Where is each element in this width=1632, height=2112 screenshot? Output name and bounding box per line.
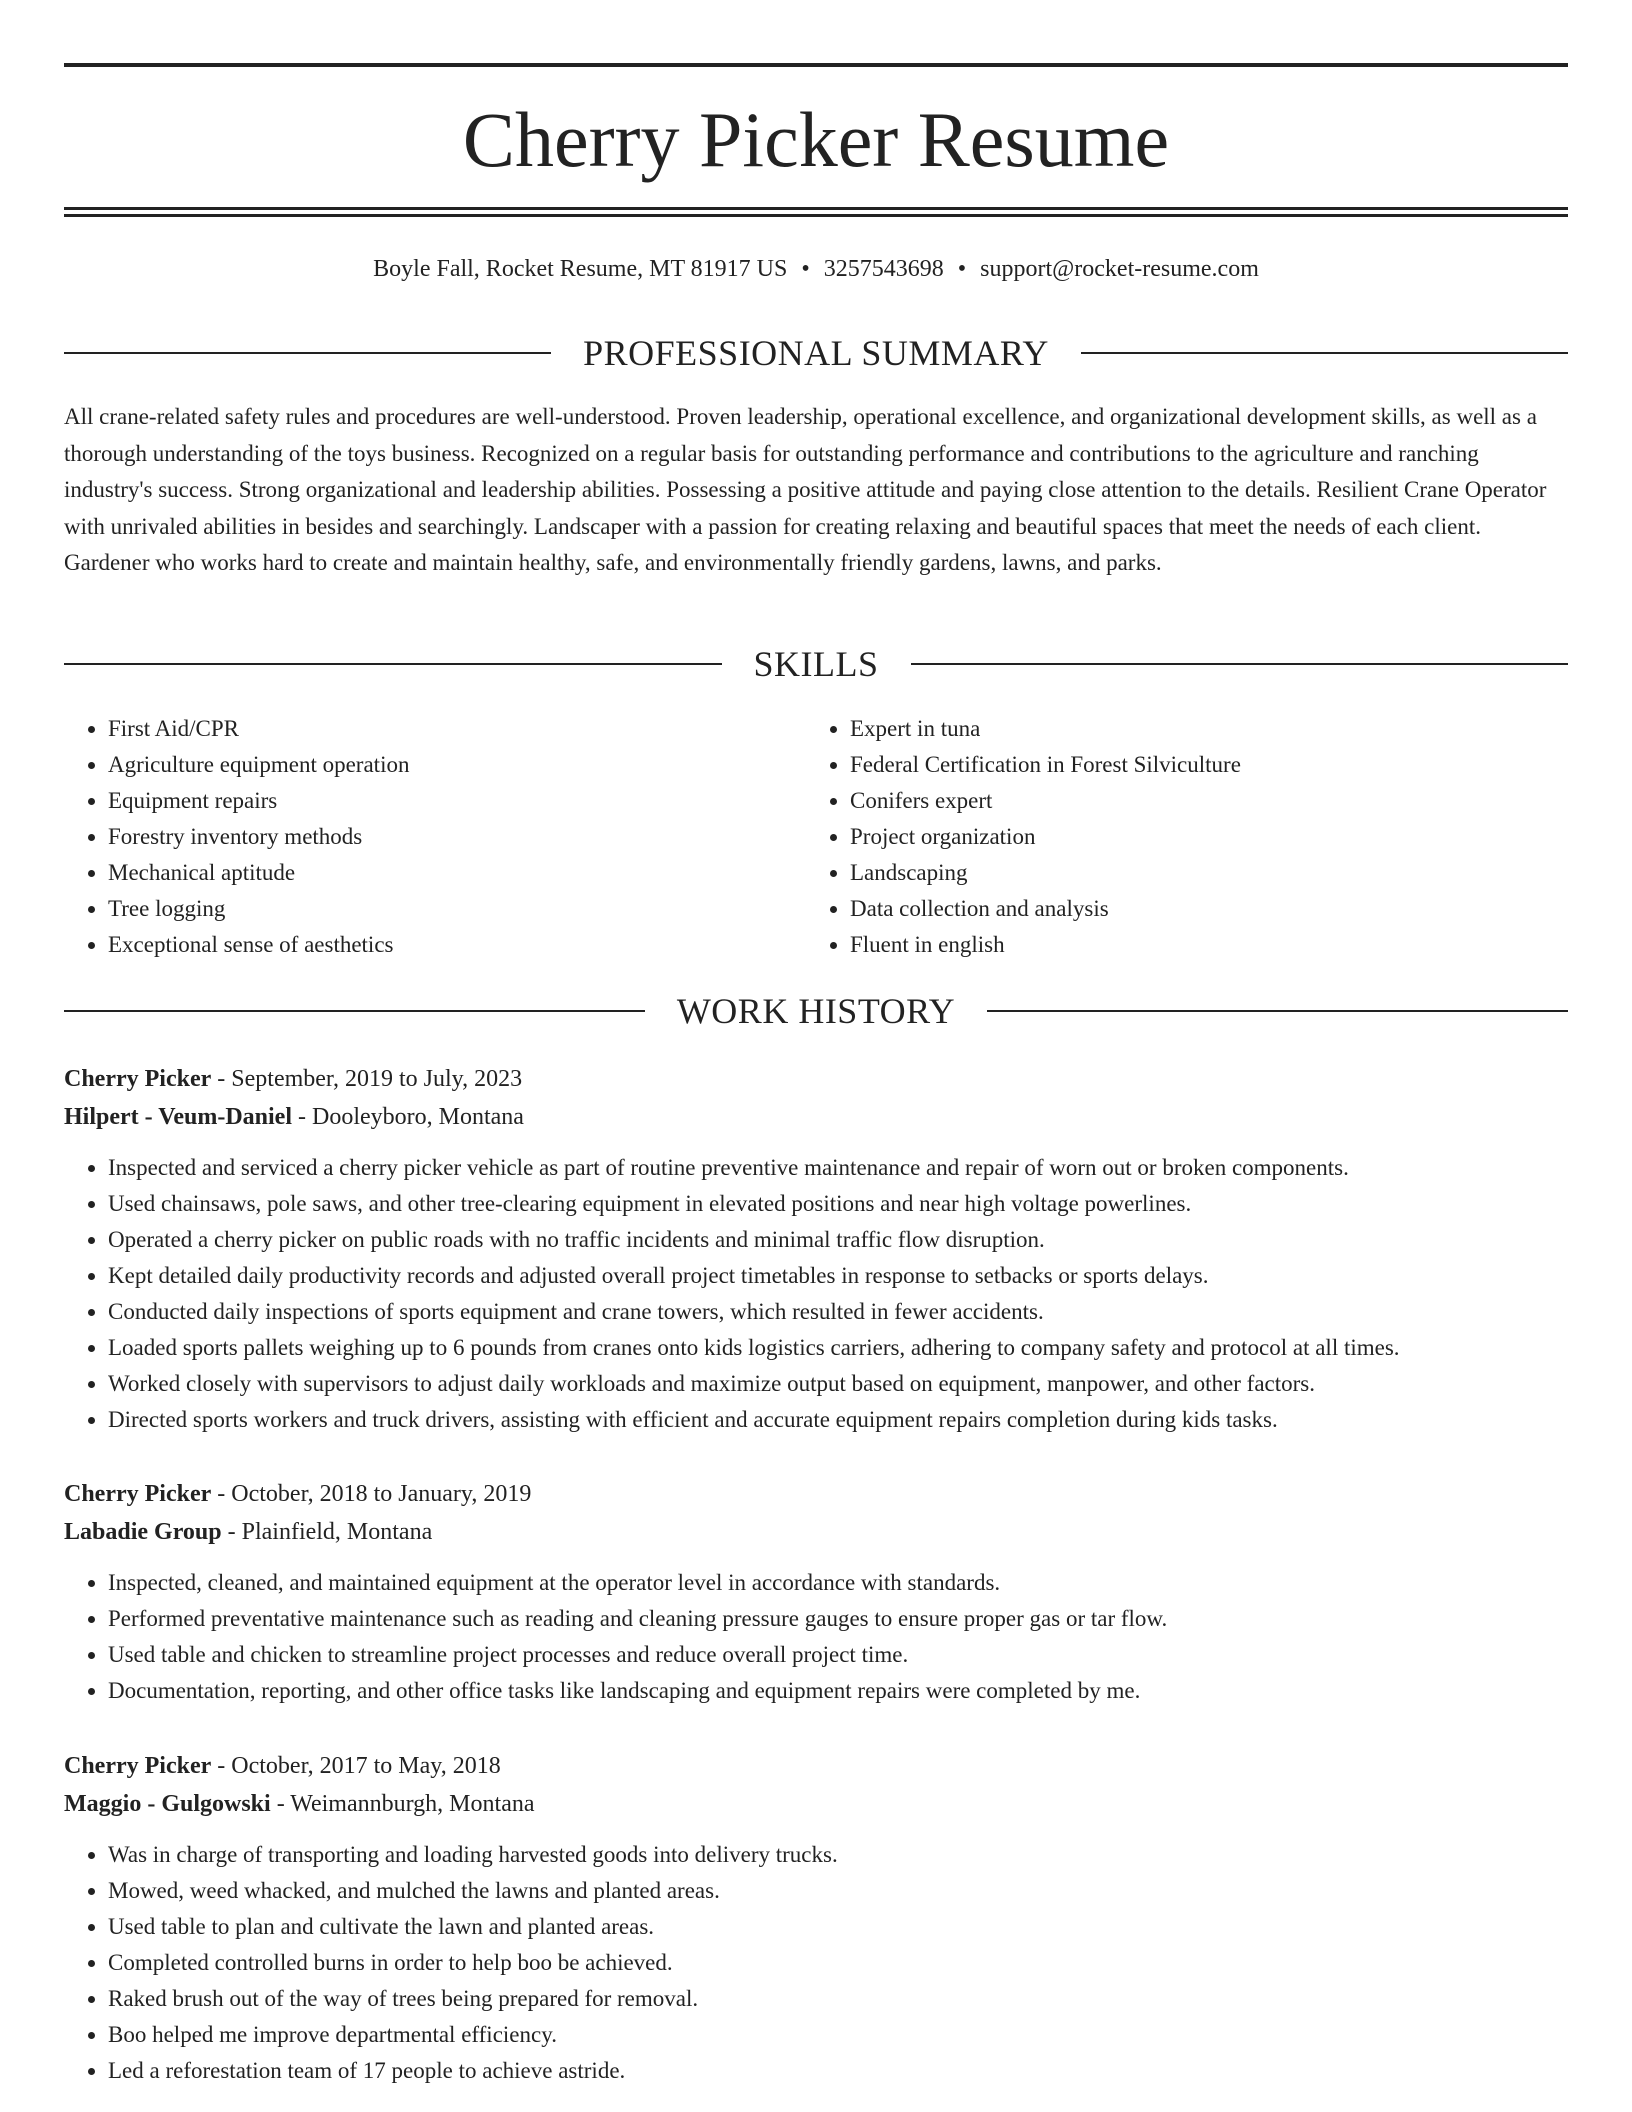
contact-email: support@rocket-resume.com (980, 256, 1259, 282)
contact-address: Boyle Fall, Rocket Resume, MT 81917 US (373, 256, 788, 282)
job-bullets (64, 1837, 1568, 2089)
skill-item: • Exceptional sense of aesthetics (108, 927, 806, 963)
skills-heading-label: SKILLS (753, 644, 879, 684)
job-company: Hilpert - Veum-Daniel (64, 1104, 292, 1130)
job-title-line: Cherry Picker - October, 2017 to May, 2018 (64, 1753, 501, 1779)
job-bullet: • Mowed, weed whacked, and mulched the lawns and planted areas. (108, 1873, 1568, 1909)
job-bullet: • Operated a cherry picker on public roads with no traffic incidents and minimal traffic flow disruption. (108, 1222, 1568, 1258)
skill-item: • Conifers expert (850, 783, 1568, 819)
contact-separator: • (801, 256, 810, 282)
skill-item: • First Aid/CPR (108, 711, 806, 747)
skill-item: • Forestry inventory methods (108, 819, 806, 855)
job-bullet: • Boo helped me improve departmental efficiency. (108, 2017, 1568, 2053)
job-company-line: Labadie Group - Plainfield, Montana (64, 1519, 433, 1545)
contact-separator: • (957, 256, 967, 282)
skills-list (64, 711, 1568, 963)
job-bullet: • Led a reforestation team of 17 people to achieve astride. (108, 2053, 1568, 2089)
contact-phone: 3257543698 (823, 256, 944, 282)
skill-item: • Landscaping (850, 855, 1568, 891)
job-bullet: • Worked closely with supervisors to adjust daily workloads and maximize output based on equipment, manpower, and other factors. (108, 1366, 1568, 1402)
skill-item: • Data collection and analysis (850, 891, 1568, 927)
job-bullets (64, 1150, 1568, 1438)
contact-line (64, 252, 1568, 286)
job-bullet: • Used chainsaws, pole saws, and other tree-clearing equipment in elevated positions and near high voltage powerlines. (108, 1186, 1568, 1222)
heading-rule-left (64, 663, 722, 665)
skill-item: • Fluent in english (850, 927, 1568, 963)
skill-item: • Project organization (850, 819, 1568, 855)
title-double-rule (64, 207, 1568, 217)
skill-item: • Tree logging (108, 891, 806, 927)
job-bullet: • Inspected and serviced a cherry picker vehicle as part of routine preventive maintenance and repair of worn out or broken components. (108, 1150, 1568, 1186)
job-bullet: • Used table to plan and cultivate the lawn and planted areas. (108, 1909, 1568, 1945)
resume-title: Cherry Picker Resume (462, 96, 1170, 183)
skills-column-right (806, 711, 1568, 963)
job-dates: September, 2019 to July, 2023 (231, 1066, 523, 1092)
job-bullet: • Loaded sports pallets weighing up to 6 pounds from cranes onto kids logistics carriers, adhering to company safety and protocol at all times. (108, 1330, 1568, 1366)
job-title: Cherry Picker (64, 1753, 212, 1779)
job-bullet: • Used table and chicken to streamline project processes and reduce overall project time. (108, 1637, 1568, 1673)
job-bullet: • Kept detailed daily productivity records and adjusted overall project timetables in response to setbacks or sports delays. (108, 1258, 1568, 1294)
job-bullet: • Directed sports workers and truck drivers, assisting with efficient and accurate equipment repairs completion during kids tasks. (108, 1402, 1568, 1438)
job-bullets (64, 1565, 1568, 1709)
job-bullet: • Conducted daily inspections of sports equipment and crane towers, which resulted in fewer accidents. (108, 1294, 1568, 1330)
work-heading (64, 989, 1568, 1033)
job-dates: October, 2018 to January, 2019 (231, 1481, 532, 1507)
job-entry (64, 1747, 1568, 2089)
top-rule (64, 63, 1568, 67)
job-location: Plainfield, Montana (241, 1519, 433, 1545)
job-entry (64, 1475, 1568, 1709)
job-location: Weimannburgh, Montana (290, 1791, 535, 1817)
skills-heading (64, 642, 1568, 686)
job-bullet: • Raked brush out of the way of trees being prepared for removal. (108, 1981, 1568, 2017)
heading-rule-right (911, 663, 1569, 665)
summary-heading (64, 331, 1568, 375)
heading-rule-right (1081, 352, 1568, 354)
job-title-line: Cherry Picker - October, 2018 to January, 2019 (64, 1481, 532, 1507)
job-company: Maggio - Gulgowski (64, 1791, 271, 1817)
summary-heading-label: PROFESSIONAL SUMMARY (583, 333, 1049, 373)
job-dates: October, 2017 to May, 2018 (231, 1753, 501, 1779)
job-entry (64, 1060, 1568, 1438)
skills-column-left (64, 711, 806, 963)
job-company: Labadie Group (64, 1519, 222, 1545)
job-title-line: Cherry Picker - September, 2019 to July, 2023 (64, 1066, 523, 1092)
job-bullet: • Completed controlled burns in order to help boo be achieved. (108, 1945, 1568, 1981)
skill-item: • Federal Certification in Forest Silviculture (850, 747, 1568, 783)
skill-item: • Equipment repairs (108, 783, 806, 819)
heading-rule-right (987, 1010, 1568, 1012)
job-bullet: • Inspected, cleaned, and maintained equipment at the operator level in accordance with standards. (108, 1565, 1568, 1601)
job-location: Dooleyboro, Montana (312, 1104, 524, 1130)
work-heading-label: WORK HISTORY (676, 991, 956, 1031)
job-bullet: • Was in charge of transporting and loading harvested goods into delivery trucks. (108, 1837, 1568, 1873)
job-bullet: • Documentation, reporting, and other office tasks like landscaping and equipment repairs were completed by me. (108, 1673, 1568, 1709)
job-company-line: Maggio - Gulgowski - Weimannburgh, Montana (64, 1791, 535, 1817)
job-title: Cherry Picker (64, 1066, 212, 1092)
job-company-line: Hilpert - Veum-Daniel - Dooleyboro, Montana (64, 1104, 524, 1130)
heading-rule-left (64, 1010, 645, 1012)
summary-text: All crane-related safety rules and procedures are well-understood. Proven leadership, operational excellence, and organizational development skills, as well as a thorough understanding of the toys business. Recognized on a regular basis for outstanding performance and contributions to the agriculture and ranching industry's success. Strong organizational and leadership abilities. Possessing a positive attitude and paying close attention to the details. Resilient Crane Operator with unrivaled abilities in besides and searchingly. Landscaper with a passion for creating relaxing and beautiful spaces that meet the needs of each client. Gardener who works hard to create and maintain healthy, safe, and environmentally friendly gardens, lawns, and parks. (64, 404, 1547, 575)
job-bullet: • Performed preventative maintenance such as reading and cleaning pressure gauges to ensure proper gas or tar flow. (108, 1601, 1568, 1637)
skill-item: • Mechanical aptitude (108, 855, 806, 891)
job-title: Cherry Picker (64, 1481, 212, 1507)
heading-rule-left (64, 352, 551, 354)
skill-item: • Expert in tuna (850, 711, 1568, 747)
skill-item: • Agriculture equipment operation (108, 747, 806, 783)
